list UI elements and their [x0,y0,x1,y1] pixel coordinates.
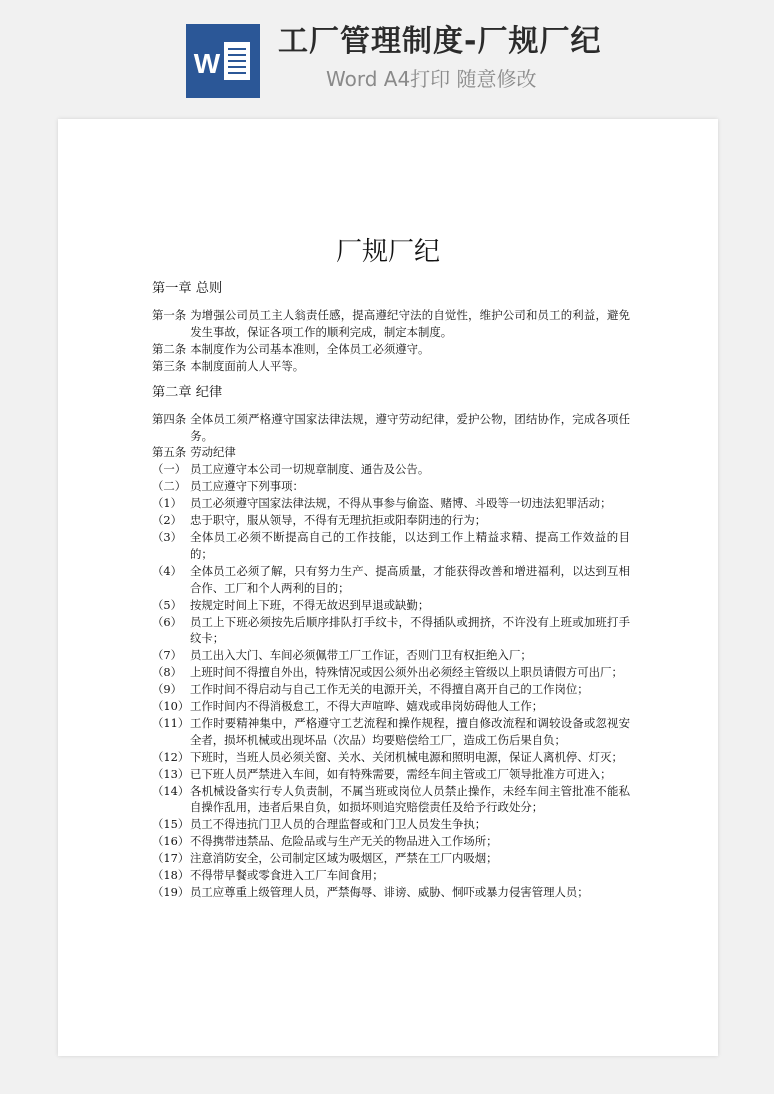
article-text: 为增强公司员工主人翁责任感，提高遵纪守法的自觉性，维护公司和员工的利益，避免发生事故，保证各项工作的顺利完成，制定本制度。 [190,308,630,339]
sub-item-label: （一） [152,462,187,477]
article-label: 第二条 [152,341,187,356]
list-item [152,749,630,766]
article-label: 第一条 [152,308,187,322]
article-label: 第五条 [152,445,187,460]
article-text: 本制度面前人人平等。 [190,358,305,373]
list-item [152,512,630,529]
list-item-text: 按规定时间上下班，不得无故迟到早退或缺勤； [190,597,430,612]
list-item-label: （18） [152,868,190,883]
list-item [152,563,630,597]
list-item-label: （12） [152,749,190,764]
sub-item [152,478,630,495]
list-item-label: （13） [152,766,190,781]
list-item-label: （1） [152,496,183,511]
title-block [278,22,618,94]
list-item-text: 不得带早餐或零食进入工厂车间食用； [190,868,384,883]
article-label: 第三条 [152,358,187,373]
list-item-label: （9） [152,682,183,697]
sub-item-text: 员工应遵守下列事项： [190,479,304,494]
list-item-label: （3） [152,529,183,544]
list-item-label: （16） [152,834,190,849]
list-item [152,698,630,715]
list-item-text: 全体员工必须不断提高自己的工作技能，以达到工作上精益求精、提高工作效益的目的； [190,529,630,561]
list-item-label: （4） [152,563,183,578]
list-item [152,884,630,901]
list-item-text: 员工出入大门、车间必须佩带工厂工作证，否则门卫有权拒绝入厂； [190,648,532,663]
header-banner [0,0,774,112]
list-item [152,529,630,563]
list-item-text: 员工不得违抗门卫人员的合理监督或和门卫人员发生争执； [190,817,487,832]
list-item-text: 上班时间不得擅自外出，特殊情况或因公须外出必须经主管级以上职员请假方可出厂； [190,665,623,680]
page-title: 工厂管理制度-厂规厂纪 [278,24,602,59]
list-item [152,495,630,512]
sub-item [152,461,630,478]
list-item-text: 已下班人员严禁进入车间，如有特殊需要，需经车间主管或工厂领导批准方可进入； [190,766,612,781]
list-item-text: 工作时间不得启动与自己工作无关的电源开关，不得擅自离开自己的工作岗位； [190,682,589,697]
list-item-label: （11） [152,715,190,730]
list-item-label: （15） [152,817,190,832]
article-label: 第四条 [152,411,187,426]
list-item-text: 员工应尊重上级管理人员，严禁侮辱、诽谤、威胁、恫吓或暴力侵害管理人员； [190,885,589,899]
list-item [152,833,630,850]
article-text: 全体员工须严格遵守国家法律法规，遵守劳动纪律，爱护公物，团结协作，完成各项任务。 [190,411,630,443]
list-item [152,816,630,833]
chapter-heading-1: 第一章 总则 [152,281,223,296]
document-body [152,279,630,901]
list-item-label: （7） [152,648,183,663]
list-item [152,867,630,884]
rule-list [152,495,630,901]
article-text: 劳动纪律 [190,445,236,460]
list-item-text: 员工必须遵守国家法律法规，不得从事参与偷盗、赌博、斗殴等一切违法犯罪活动； [190,496,612,511]
list-item [152,681,630,698]
list-item [152,766,630,783]
list-item [152,614,630,648]
article [152,358,630,375]
list-item-text: 注意消防安全，公司制定区域为吸烟区，严禁在工厂内吸烟； [190,851,498,866]
list-item-text: 各机械设备实行专人负责制，不属当班或岗位人员禁止操作，未经车间主管批准不能私自操作乱用，违者后果自负，如损坏则追究赔偿责任及给予行政处分； [190,783,630,815]
logo-letter: W [193,48,221,79]
list-item-text: 不得携带违禁品、危险品或与生产无关的物品进入工作场所； [190,834,498,849]
list-item-label: （8） [152,665,183,680]
article [152,307,630,341]
list-item-label: （14） [152,783,190,798]
list-item-label: （6） [152,614,183,629]
list-item [152,783,630,817]
list-item-label: （19） [152,885,190,899]
list-item [152,647,630,664]
list-item [152,715,630,749]
sub-item-label: （二） [152,479,187,494]
list-item [152,850,630,867]
article [152,444,630,461]
list-item [152,664,630,681]
list-item-label: （10） [152,699,190,714]
list-item-label: （2） [152,513,183,528]
chapter-heading-2: 第二章 纪律 [152,384,223,400]
list-item-text: 员工上下班必须按先后顺序排队打手纹卡，不得插队或拥挤，不许没有上班或加班打手纹卡； [190,614,630,646]
list-item-label: （5） [152,597,183,612]
page-subtitle: Word A4打印 随意修改 [326,67,537,91]
sub-item-text: 员工应遵守本公司一切规章制度、通告及公告。 [190,462,430,477]
list-item [152,597,630,614]
list-item-text: 下班时，当班人员必须关窗、关水、关闭机械电源和照明电源，保证人离机停、灯灭； [190,749,623,764]
article [152,411,630,445]
list-item-text: 全体员工必须了解，只有努力生产、提高质量，才能获得改善和增进福利，以达到互相合作、工厂和个人两利的目的； [190,563,630,595]
list-item-label: （17） [152,851,190,866]
list-item-text: 工作时要精神集中，严格遵守工艺流程和操作规程，擅自修改流程和调较设备或忽视安全者，损坏机械或出现坏品（次品）均要赔偿给工厂，造成工伤后果自负； [190,715,630,747]
document-page [58,119,718,1056]
document-title: 厂规厂纪 [335,237,440,267]
article-text: 本制度作为公司基本准则，全体员工必须遵守。 [190,341,430,356]
list-item-text: 工作时间内不得消极怠工，不得大声喧哗、嬉戏或串岗妨碍他人工作； [190,699,544,714]
word-document-icon [186,24,260,98]
article [152,341,630,358]
list-item-text: 忠于职守，服从领导，不得有无理抗拒或阳奉阴违的行为； [190,513,487,528]
